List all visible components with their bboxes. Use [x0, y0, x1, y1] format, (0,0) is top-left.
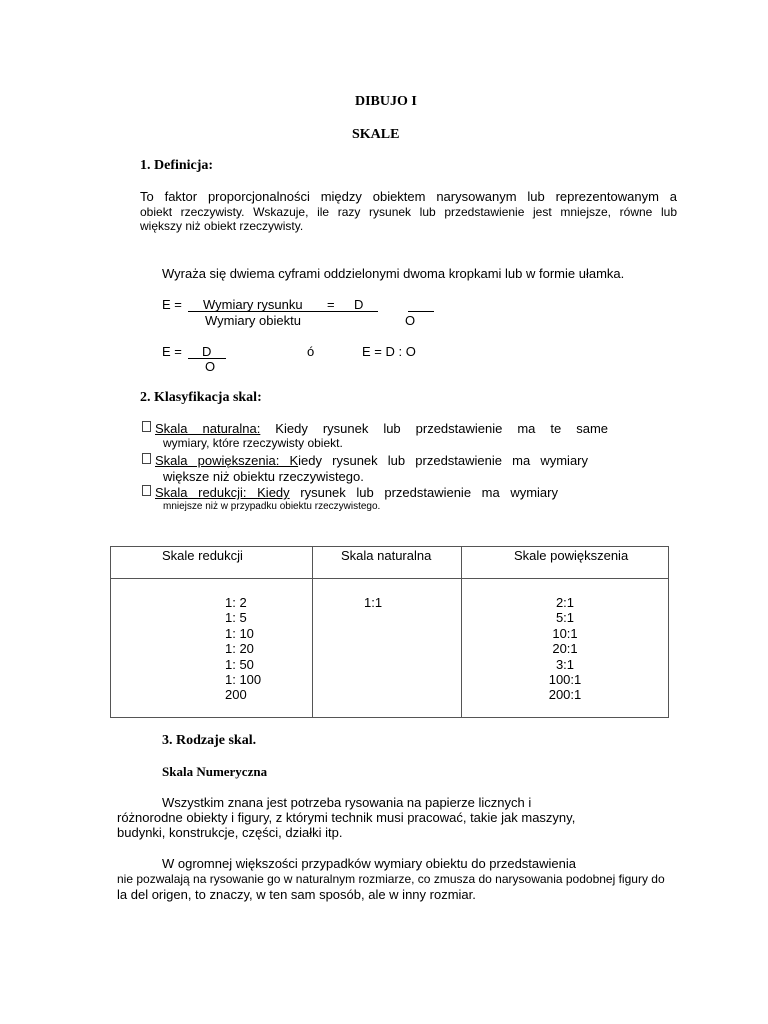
para2-line1: W ogromnej większości przypadków wymiary obiektu do przedstawienia: [162, 856, 577, 871]
enlargement-value: 20:1: [552, 641, 578, 657]
formula2-D: D: [202, 344, 212, 359]
item1-term: Skala naturalna:: [155, 421, 261, 436]
table-header-cell: [313, 547, 462, 579]
scales-table: [110, 546, 669, 718]
section1-heading: 1. Definicja:: [140, 158, 214, 173]
item2-line2: większe niż obiektu rzeczywistego.: [163, 469, 364, 484]
formula1-O: O: [405, 313, 416, 328]
reduction-value: 1: 100: [225, 672, 262, 688]
header-reduction: Skale redukcji: [162, 548, 243, 563]
document-title: DIBUJO I: [355, 94, 417, 109]
table-header-row: [111, 547, 669, 579]
checkbox-glyph-icon: [142, 453, 151, 464]
classification-item-reduction: [142, 485, 558, 500]
para1-line3: budynki, konstrukcje, części, działki itp.: [117, 825, 343, 840]
item1-line2: wymiary, które rzeczywisty obiekt.: [163, 436, 343, 450]
item3-line2: mniejsze niż w przypadku obiektu rzeczywistego.: [163, 501, 381, 512]
item2-term: Skala powiększenia: K: [155, 453, 299, 468]
checkbox-glyph-icon: [142, 421, 151, 432]
natural-cell: [313, 579, 462, 718]
formula1-D: D: [354, 297, 364, 312]
enlargement-cell: [462, 579, 669, 718]
reduction-cell: [111, 579, 313, 718]
enlargement-value: 100:1: [548, 672, 582, 688]
reduction-value: 200: [225, 687, 247, 703]
natural-value: 1:1: [364, 595, 383, 610]
section2-heading: 2. Klasyfikacja skal:: [140, 390, 262, 405]
section3-heading: 3. Rodzaje skal.: [162, 733, 257, 748]
classification-item-enlargement: [142, 453, 588, 468]
formula2-alt: E = D : O: [362, 344, 416, 359]
reduction-value: 1: 20: [225, 641, 254, 657]
checkbox-glyph-icon: [142, 485, 151, 496]
formula1-equals: =: [327, 297, 335, 312]
reduction-value: 1: 50: [225, 656, 254, 672]
definition-line2: obiekt rzeczywisty. Wskazuje, ile razy rysunek lub przedstawienie jest mniejsze, równe lub: [140, 205, 677, 219]
formula1-numerator: Wymiary rysunku: [203, 297, 303, 312]
enlargement-value: 200:1: [548, 687, 582, 703]
enlargement-value: 3:1: [555, 656, 575, 672]
formula1-denominator: Wymiary obiektu: [205, 313, 301, 328]
item1-rest: Kiedy rysunek lub przedstawienie ma te same: [260, 421, 608, 436]
para1-line2: różnorodne obiekty i figury, z którymi technik musi pracować, takie jak maszyny,: [117, 810, 576, 825]
formula1-prefix: E =: [162, 297, 182, 312]
document-subtitle: SKALE: [352, 127, 400, 142]
item3-rest: rysunek lub przedstawienie ma wymiary: [289, 485, 558, 500]
reduction-value: 1: 2: [225, 595, 247, 610]
para1-line1: Wszystkim znana jest potrzeba rysowania na papierze licznych i: [162, 795, 532, 810]
table-header-cell: [111, 547, 313, 579]
formula1-blank-bar: [408, 311, 434, 312]
expressed-text: Wyraża się dwiema cyframi oddzielonymi dwoma kropkami lub w formie ułamka.: [162, 266, 625, 281]
table-header-cell: [462, 547, 669, 579]
reduction-value: 1: 10: [225, 625, 254, 641]
definition-line1: To faktor proporcjonalności między obiektem narysowanym lub reprezentowanym a: [140, 189, 677, 204]
classification-item-natural: [142, 421, 608, 436]
header-natural: Skala naturalna: [341, 548, 432, 563]
para2-line2: nie pozwalają na rysowanie go w naturalnym rozmiarze, co zmusza do narysowania podobnej figury do: [117, 872, 665, 886]
table-row: [111, 579, 669, 718]
enlargement-value: 5:1: [555, 610, 575, 626]
section3-subheading: Skala Numeryczna: [162, 764, 268, 779]
definition-line3: większy niż obiekt rzeczywisty.: [140, 219, 304, 233]
para2-line3: la del origen, to znaczy, w ten sam sposób, ale w inny rozmiar.: [117, 887, 476, 902]
formula2-or: ó: [307, 344, 315, 359]
reduction-value: 1: 5: [225, 610, 247, 626]
formula2-O: O: [205, 359, 216, 374]
enlargement-value: 2:1: [555, 595, 575, 610]
formula2-prefix: E =: [162, 344, 182, 359]
header-enlargement: Skale powiększenia: [514, 548, 629, 563]
enlargement-value: 10:1: [552, 625, 578, 641]
item3-term: Skala redukcji: Kiedy: [155, 485, 290, 500]
item2-rest: iedy rysunek lub przedstawienie ma wymiary: [298, 453, 588, 468]
